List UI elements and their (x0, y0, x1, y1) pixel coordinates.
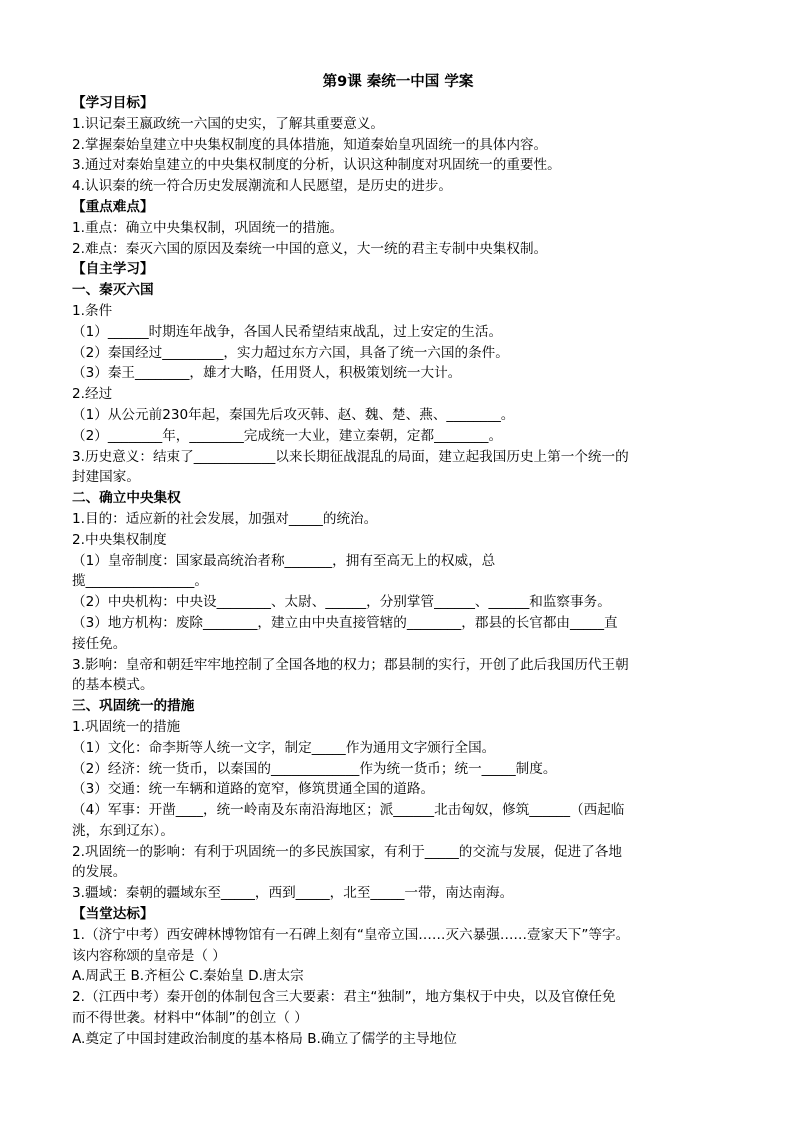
text-line: 而不得世袭。材料中“体制”的创立（ ） (72, 1010, 308, 1027)
text-line: （3）秦王________，雄才大略，任用贤人，积极策划统一大计。 (72, 365, 462, 382)
text-line: （1）文化：命李斯等人统一文字，制定_____作为通用文字颁行全国。 (72, 739, 496, 756)
text-line: 的发展。 (72, 864, 127, 881)
text-line: A.周武王 B.齐桓公 C.秦始皇 D.唐太宗 (72, 968, 304, 985)
text-line: 2.中央集权制度 (72, 531, 167, 548)
text-line: 1.重点：确立中央集权制，巩固统一的措施。 (72, 219, 344, 236)
text-line: 1.（济宁中考）西安碑林博物馆有一石碑上刻有“皇帝立国……灭六暴强……壹家天下”等字。 (72, 926, 630, 943)
text-line: 封建国家。 (72, 469, 140, 486)
text-line: 3.通过对秦始皇建立的中央集权制度的分析，认识这种制度对巩固统一的重要性。 (72, 157, 561, 174)
text-line: 1.目的：适应新的社会发展，加强对_____的统治。 (72, 510, 378, 527)
text-line: 2.掌握秦始皇建立中央集权制度的具体措施，知道秦始皇巩固统一的具体内容。 (72, 136, 548, 153)
worksheet-page (72, 72, 724, 1050)
page-title: 第9课 秦统一中国 学案 (322, 74, 474, 90)
text-line: 1.巩固统一的措施 (72, 718, 181, 735)
text-line: 3.历史意义：结束了____________以来长期征战混乱的局面，建立起我国历史上第一个统一的 (72, 448, 629, 465)
text-line: 3.影响：皇帝和朝廷牢牢地控制了全国各地的权力；郡县制的实行，开创了此后我国历代王朝 (72, 656, 629, 673)
section-heading: 三、巩固统一的措施 (72, 698, 195, 715)
text-line: （2）中央机构：中央设________、太尉、______，分别掌管______、______和监察事务。 (72, 594, 611, 611)
text-line: 2.难点：秦灭六国的原因及秦统一中国的意义，大一统的君主专制中央集权制。 (72, 240, 548, 257)
section-heading: 【自主学习】 (72, 261, 154, 278)
text-line: （3）地方机构：废除________，建立由中央直接管辖的________，郡县的长官都由_____直 (72, 614, 618, 631)
text-line: 2.（江西中考）秦开创的体制包含三大要素：君主“独制”，地方集权于中央，以及官僚任免 (72, 989, 616, 1006)
text-line: 该内容称颂的皇帝是（ ） (72, 947, 226, 964)
text-line: 4.认识秦的统一符合历史发展潮流和人民愿望，是历史的进步。 (72, 178, 452, 195)
text-line: A.奠定了中国封建政治制度的基本格局 B.确立了儒学的主导地位 (72, 1030, 457, 1047)
text-line: 1.条件 (72, 302, 113, 319)
text-line: 洮，东到辽东）。 (72, 822, 174, 839)
text-line: （1）______时期连年战争，各国人民希望结束战乱，过上安定的生活。 (72, 323, 503, 340)
text-line: 2.经过 (72, 386, 113, 403)
text-line: 3.疆域：秦朝的疆域东至_____，西到_____，北至_____一带，南达南海。 (72, 885, 514, 902)
text-line: 2.巩固统一的影响：有利于巩固统一的多民族国家，有利于_____的交流与发展，促进了各地 (72, 843, 622, 860)
worksheet-body (72, 93, 724, 1050)
section-heading: 二、确立中央集权 (72, 490, 181, 507)
section-heading: 【当堂达标】 (72, 906, 154, 923)
text-line: 的基本模式。 (72, 677, 154, 694)
text-line: （1）皇帝制度：国家最高统治者称_______，拥有至高无上的权威，总 (72, 552, 496, 569)
text-line: 揽________________。 (72, 573, 208, 590)
text-line: （2）经济：统一货币，以秦国的_____________作为统一货币；统一_____制度。 (72, 760, 557, 777)
text-line: 1.识记秦王嬴政统一六国的史实，了解其重要意义。 (72, 115, 385, 132)
section-heading: 一、秦灭六国 (72, 282, 154, 299)
text-line: （2）秦国经过_________，实力超过东方六国，具备了统一六国的条件。 (72, 344, 509, 361)
text-line: 接任免。 (72, 635, 127, 652)
section-heading: 【学习目标】 (72, 95, 154, 111)
text-line: （4）军事：开凿____，统一岭南及东南沿海地区；派______北击匈奴，修筑______（西起临 (72, 802, 625, 819)
section-heading: 【重点难点】 (72, 198, 154, 215)
text-line: （2）________年，________完成统一大业，建立秦朝，定都________。 (72, 427, 503, 444)
text-line: （3）交通：统一车辆和道路的宽窄，修筑贯通全国的道路。 (72, 781, 435, 798)
text-line: （1）从公元前230年起，秦国先后攻灭韩、赵、魏、楚、燕、________。 (72, 406, 515, 423)
